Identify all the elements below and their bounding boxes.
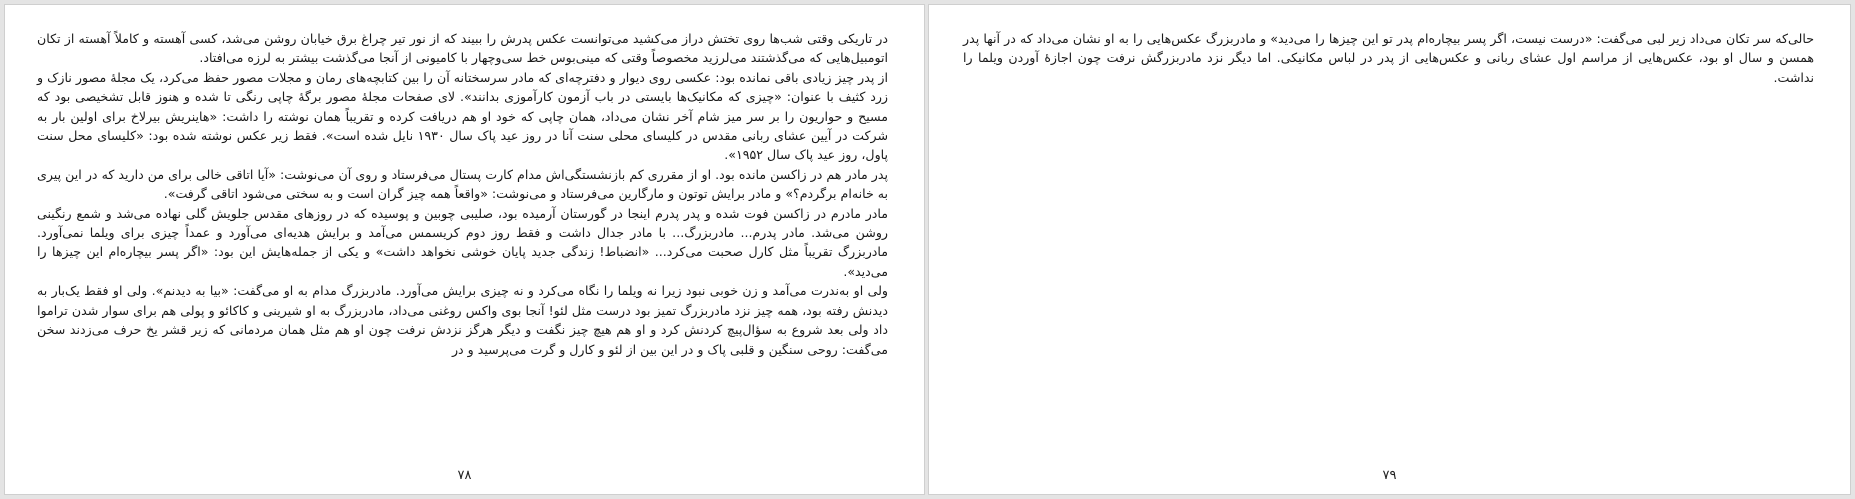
paragraph: ولی او به‌ندرت می‌آمد و زن خوبی نبود زیرا نه ویلما را نگاه می‌کرد و نه چیزی برایش می‌آورد. مادربزرگ مدام به او می‌گفت: «بیا به دیدنم». ولی او فقط یک‌بار به دیدنش رفته بود، همه چیز نزد مادربزرگ تمیز بود درست مثل لئو! آنجا بوی واکس روغنی می‌داد، مادربزرگ به او شیرینی و کاکائو و پولی هم برای سوار شدن تراموا داد ولی بعد شروع به سؤال‌پیچ کردنش کرد و او هم هیچ چیز نگفت و دیگر هرگز نزدش نرفت چون او هم مثل همان مردمانی که زیر قشر یخ حرف می‌زدند سخن می‌گفت: روحی سنگین و قلبی پاک و در این بین از لئو و کارل و گرت می‌پرسید و در xyxy=(37,283,888,357)
right-page xyxy=(928,4,1851,495)
page-number: ۷۸ xyxy=(457,468,472,483)
paragraph: مادر مادرم در زاکسن فوت شده و پدر پدرم اینجا در گورستان آرمیده بود، صلیبی چوبین و پوسیده که در روزهای مقدس جلویش گلی نهاده می‌شد و شمع رنگینی روشن می‌شد. مادر پدرم... مادربزرگ... با مادر جدال داشت و فقط روز دوم کریسمس می‌آمد و برایش هدیه‌ای می‌آورد و عمداً چیزی برای ویلما نمی‌آورد. مادربزرگ تقریباً مثل کارل صحبت می‌کرد... «انضباط! زندگی جدید پایان خوشی نخواهد داشت» و یکی از جمله‌هایش این بود: «اگر پسر بیچاره‌ام این چیزها را می‌دید». xyxy=(37,205,888,279)
paragraph: پدر مادر هم در زاکسن مانده بود. او از مقرری کم بازنشستگی‌اش مدام کارت پستال می‌فرستاد و روی آن می‌نوشت: «آیا اتاقی خالی برای من دارید که در این پیری به خانه‌ام برگردم؟» و مادر برایش توتون و مارگارین می‌فرستاد و می‌نوشت: «واقعاً همه چیز گران است و به سختی می‌شود اتاقی گرفت». xyxy=(37,166,888,202)
left-page xyxy=(4,4,925,495)
page-number: ۷۹ xyxy=(1382,468,1397,483)
right-page-text xyxy=(963,29,1814,87)
paragraph: از پدر چیز زیادی باقی نمانده بود: عکسی روی دیوار و دفترچه‌ای که مادر سرسختانه آن را بین کتابچه‌های رمان و مجلات مصور حفظ می‌کرد، یک مجلهٔ مصور نازک و زرد کثیف با عنوان: «چیزی که مکانیک‌ها بایستی در باب آزمون کارآموزی بدانند». لای صفحات مجلهٔ مصور برگهٔ چاپی رنگی تا شده و هنوز قابل تشخیصی بود که مسیح و حواریون را بر سر میز شام آخر نشان می‌داد، همان چاپی که خود او هم دریافت کرده و تقریباً همان نوشته را داشت: «هاینریش بیرلاخ برای اولین بار به شرکت در آیین عشای ربانی مقدس در کلیسای محلی سنت آنا در روز عید پاک سال ۱۹۳۰ نایل شده است». فقط زیر عکس نوشته شده بود: «کلیسای محل سنت پاول، روز عید پاک سال ۱۹۵۲». xyxy=(37,69,888,163)
left-page-text xyxy=(37,29,888,359)
paragraph: حالی‌که سر تکان می‌داد زیر لبی می‌گفت: «درست نیست، اگر پسر بیچاره‌ام پدر تو این چیزها را می‌دید» و مادربزرگ عکس‌هایی را به او نشان می‌داد که در آنها پدر همسن و سال او بود، عکس‌هایی از مراسم اول عشای ربانی و عکس‌هایی از پدر در لباس مکانیکی. اما دیگر نزد مادربزرگش نرفت چون اجازهٔ آوردن ویلما را نداشت. xyxy=(963,31,1814,85)
paragraph: در تاریکی وقتی شب‌ها روی تختش دراز می‌کشید می‌توانست عکس پدرش را ببیند که از نور تیر چراغ برق خیابان روشن می‌شد، کسی آهسته و کاملاً آهسته از تکان اتومبیل‌هایی که می‌گذشتند می‌لرزید مخصوصاً وقتی که مینی‌بوس خط سی‌وچهار با کامیونی از آنجا می‌گذشت بیشتر به لرزه می‌افتاد. xyxy=(37,31,888,66)
